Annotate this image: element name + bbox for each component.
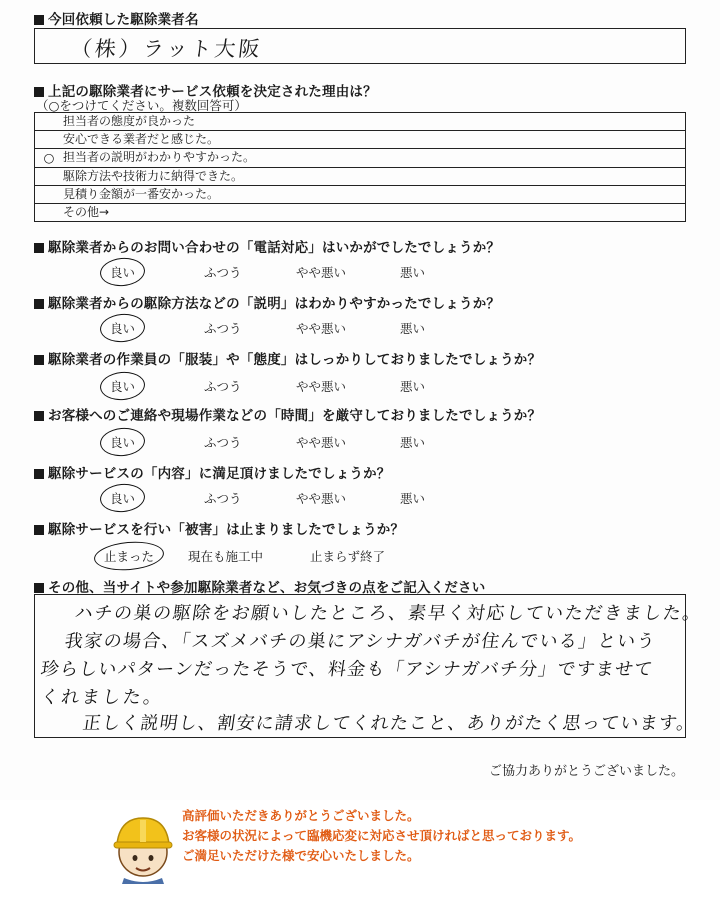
company-name-box — [34, 28, 686, 64]
question-heading — [34, 404, 541, 424]
reason-mark: ○ — [43, 150, 55, 166]
comment-line: くれました。 — [39, 687, 166, 708]
rating-option-good[interactable]: 良い — [110, 435, 136, 450]
company-heading — [34, 8, 199, 28]
comments-heading-text: その他、当サイトや参加駆除業者など、お気づきの点をご記入ください — [48, 580, 486, 596]
rating-option-good[interactable]: 良い — [110, 321, 136, 336]
rating-option-normal[interactable]: ふつう — [204, 321, 242, 336]
reason-row — [35, 186, 685, 204]
worker-helmet-icon — [112, 812, 174, 884]
rating-option-bad[interactable]: 悪い — [400, 379, 426, 394]
question-heading — [34, 292, 500, 312]
damage-options — [0, 544, 720, 568]
rating-option-somewhat-bad[interactable]: やや悪い — [296, 379, 347, 394]
rating-options — [0, 430, 720, 454]
reason-text: 担当者の説明がわかりやすかった。 — [63, 150, 256, 165]
reason-text: 担当者の態度が良かった — [63, 114, 196, 128]
reason-row — [35, 149, 685, 167]
rating-option-normal[interactable]: ふつう — [204, 265, 242, 280]
rating-option-somewhat-bad[interactable]: やや悪い — [296, 435, 347, 450]
comment-line: 珍らしいパターンだったそうで、料金も「アシナガバチ分」ですませて — [39, 659, 655, 680]
company-name-value: （株）ラット大阪 — [69, 37, 264, 61]
damage-option-stopped[interactable]: 止まった — [104, 549, 155, 564]
reason-row — [35, 168, 685, 186]
reason-row — [35, 204, 685, 221]
question-text: 駆除業者からの駆除方法などの「説明」はわかりやすかったでしょうか？ — [48, 296, 501, 312]
bullet-square-icon — [34, 583, 44, 593]
reason-text: 駆除方法や技術力に納得できた。 — [63, 168, 244, 183]
question-heading — [34, 348, 541, 368]
rating-option-good[interactable]: 良い — [110, 491, 136, 506]
rating-option-bad[interactable]: 悪い — [400, 435, 426, 450]
question-text: 駆除業者からのお問い合わせの「電話対応」はいかがでしたでしょうか？ — [48, 240, 501, 256]
reply-line: 高評価いただきありがとうございました。 — [182, 808, 420, 823]
comments-heading — [34, 576, 485, 596]
reply-line: お客様の状況によって臨機応変に対応させ頂ければと思っております。 — [182, 828, 582, 843]
reasons-table — [34, 112, 686, 222]
bullet-square-icon — [34, 469, 44, 479]
rating-option-normal[interactable]: ふつう — [204, 491, 242, 506]
rating-option-normal[interactable]: ふつう — [204, 379, 242, 394]
bullet-square-icon — [34, 525, 44, 535]
comment-box — [34, 594, 704, 738]
damage-question-text: 駆除サービスを行い「被害」は止まりましたでしょうか？ — [48, 522, 405, 538]
rating-option-good[interactable]: 良い — [110, 379, 136, 394]
rating-option-good[interactable]: 良い — [110, 265, 136, 280]
reason-text: 安心できる業者だと感じた。 — [63, 132, 220, 147]
rating-options — [0, 374, 720, 398]
rating-option-somewhat-bad[interactable]: やや悪い — [296, 321, 347, 336]
bullet-square-icon — [34, 299, 44, 309]
rating-options — [0, 486, 720, 510]
reason-text: 見積り金額が一番安かった。 — [63, 186, 220, 201]
rating-option-bad[interactable]: 悪い — [400, 491, 426, 506]
comment-line: 我家の場合、「スズメバチの巣にアシナガバチが住んでいる」という — [63, 631, 658, 652]
rating-option-somewhat-bad[interactable]: やや悪い — [296, 265, 347, 280]
rating-option-bad[interactable]: 悪い — [400, 265, 426, 280]
reason-row — [35, 113, 685, 131]
reply-line: ご満足いただけた様で安心いたしました。 — [182, 848, 420, 863]
rating-option-somewhat-bad[interactable]: やや悪い — [296, 491, 347, 506]
rating-option-bad[interactable]: 悪い — [400, 321, 426, 336]
rating-option-normal[interactable]: ふつう — [204, 435, 242, 450]
reasons-instruction: （○をつけてください。複数回答可） — [36, 98, 247, 113]
bullet-square-icon — [34, 355, 44, 365]
comment-line: 正しく説明し、割安に請求してくれたこと、ありがたく思っています。 — [81, 713, 698, 734]
reason-text: その他→ — [63, 204, 110, 219]
question-heading — [34, 236, 500, 256]
rating-options — [0, 316, 720, 340]
damage-option-in-progress[interactable]: 現在も施工中 — [188, 549, 264, 564]
question-text: 駆除業者の作業員の「服装」や「態度」はしっかりしておりましたでしょうか？ — [48, 352, 542, 368]
question-text: お客様へのご連絡や現場作業などの「時間」を厳守しておりましたでしょうか？ — [48, 408, 542, 424]
damage-question-heading — [34, 518, 404, 538]
damage-option-not-stopped[interactable]: 止まらず終了 — [310, 549, 386, 564]
question-text: 駆除サービスの「内容」に満足頂けましたでしょうか？ — [48, 466, 391, 482]
company-heading-text: 今回依頼した駆除業者名 — [48, 12, 199, 28]
reasons-heading-text: 上記の駆除業者にサービス依頼を決定された理由は？ — [48, 84, 377, 100]
bullet-square-icon — [34, 411, 44, 421]
question-heading — [34, 462, 391, 482]
bullet-square-icon — [34, 243, 44, 253]
bullet-square-icon — [34, 15, 44, 25]
reason-row — [35, 131, 685, 149]
closing-thanks: ご協力ありがとうございました。 — [488, 764, 684, 779]
rating-options — [0, 260, 720, 284]
comment-line: ハチの巣の駆除をお願いしたところ、素早く対応していただきました。 — [73, 603, 704, 624]
